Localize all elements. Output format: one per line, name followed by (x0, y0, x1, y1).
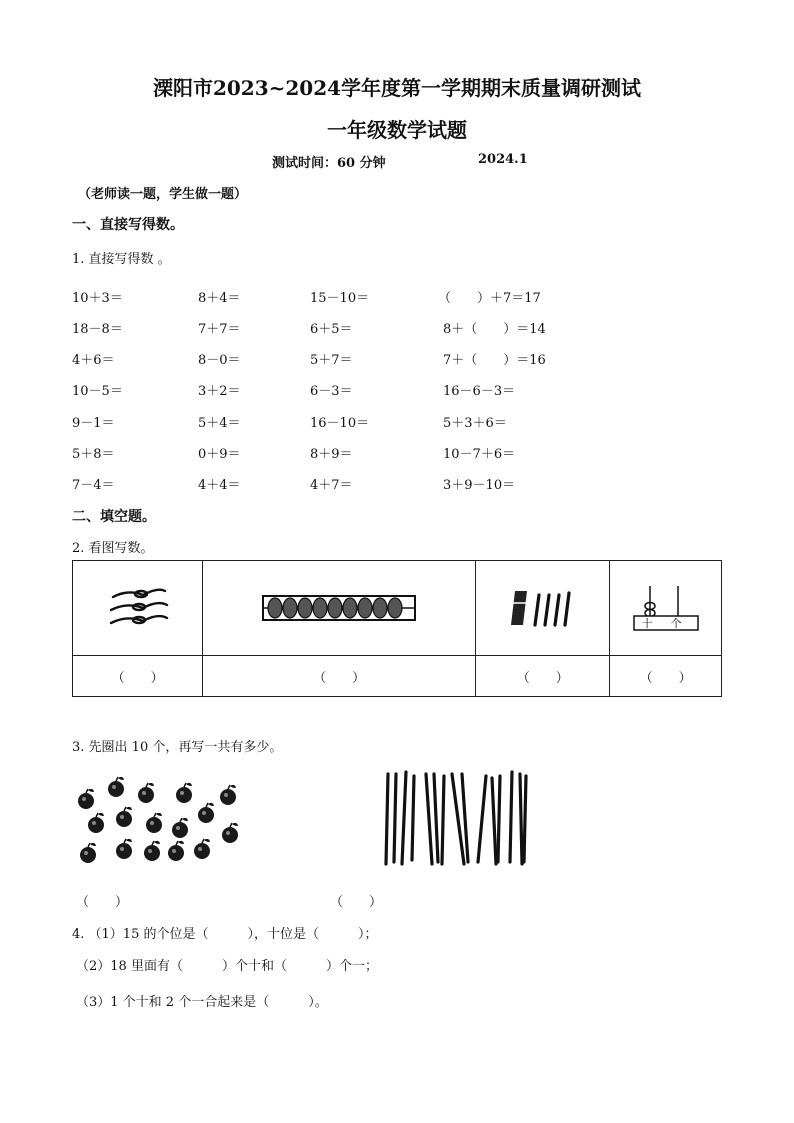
apples-group-icon (70, 775, 250, 875)
problem: 10－7＋6＝ (443, 447, 516, 462)
problem: 9－1＝ (72, 416, 115, 431)
test-time: 测试时间：60 分钟 (272, 156, 386, 171)
section-1-heading: 一、直接写得数。 (72, 217, 184, 233)
problem: 7＋（ ）＝16 (443, 353, 546, 368)
sticks-bundle-picture-cell (476, 561, 610, 656)
problem: 5＋3＋6＝ (443, 416, 507, 431)
counting-rack (628, 584, 704, 632)
problem: 6＋5＝ (310, 322, 353, 337)
problem: 5＋7＝ (310, 353, 353, 368)
problem: 7－4＝ (72, 478, 115, 493)
problem: 15－10＝ (310, 291, 370, 306)
problem: 10＋3＝ (72, 291, 123, 306)
answer-blank[interactable]: （ ） (610, 656, 722, 697)
problem: 4＋4＝ (198, 478, 241, 493)
problem: 4＋7＝ (310, 478, 353, 493)
question-4-part-2: （2）18 里面有（ ）个十和（ ）个一； (76, 959, 378, 974)
problem: 8－0＝ (198, 353, 241, 368)
problem: 3＋9－10＝ (443, 478, 516, 493)
apples-answer-blank[interactable]: （ ） (76, 895, 129, 910)
section-2-heading: 二、填空题。 (72, 509, 156, 525)
abacus-icon (628, 584, 704, 632)
problem: 16－6－3＝ (443, 384, 516, 399)
picture-number-table (72, 560, 722, 697)
problem: 8＋（ ）＝14 (443, 322, 546, 337)
answer-blank[interactable]: （ ） (476, 656, 610, 697)
problem: 8＋4＝ (198, 291, 241, 306)
problem: 5＋8＝ (72, 447, 115, 462)
ones-label: 个 (670, 617, 682, 630)
problem: 6－3＝ (310, 384, 353, 399)
problem: 8＋9＝ (310, 447, 353, 462)
question-1-label: 1. 直接写得数 。 (72, 252, 171, 267)
bead-string-picture-cell (203, 561, 476, 656)
question-2-label: 2. 看图写数。 (72, 541, 154, 556)
problem: 5＋4＝ (198, 416, 241, 431)
answer-blank[interactable]: （ ） (203, 656, 476, 697)
coiled-ropes-icon (103, 583, 173, 633)
stick-bundle-icon (507, 587, 579, 629)
question-4-part-1: 4. （1）15 的个位是（ ），十位是（ ）； (72, 927, 378, 942)
test-date: 2024.1 (478, 152, 528, 167)
problem: 18－8＝ (72, 322, 123, 337)
ropes-picture-cell (73, 561, 203, 656)
problem: （ ）＋7＝17 (438, 291, 541, 306)
sticks-answer-blank[interactable]: （ ） (330, 895, 383, 910)
instruction-note: （老师读一题，学生做一题） (78, 187, 248, 202)
problem: 4＋6＝ (72, 353, 115, 368)
problem: 16－10＝ (310, 416, 370, 431)
exam-subtitle: 一年级数学试题 (327, 118, 467, 142)
answer-blank[interactable]: （ ） (73, 656, 203, 697)
problem: 10－5＝ (72, 384, 123, 399)
bead-string-icon (261, 591, 417, 625)
question-4-part-3: （3）1 个十和 2 个一合起来是（ ）。 (76, 995, 328, 1010)
problem: 3＋2＝ (198, 384, 241, 399)
exam-title: 溧阳市2023~2024学年度第一学期期末质量调研测试 (152, 76, 642, 100)
sticks-group-icon (380, 770, 540, 870)
problem: 7＋7＝ (198, 322, 241, 337)
question-3-label: 3. 先圈出 10 个，再写一共有多少。 (72, 740, 283, 755)
problem: 0＋9＝ (198, 447, 241, 462)
abacus-picture-cell (610, 561, 722, 656)
tens-label: 十 (641, 617, 653, 630)
